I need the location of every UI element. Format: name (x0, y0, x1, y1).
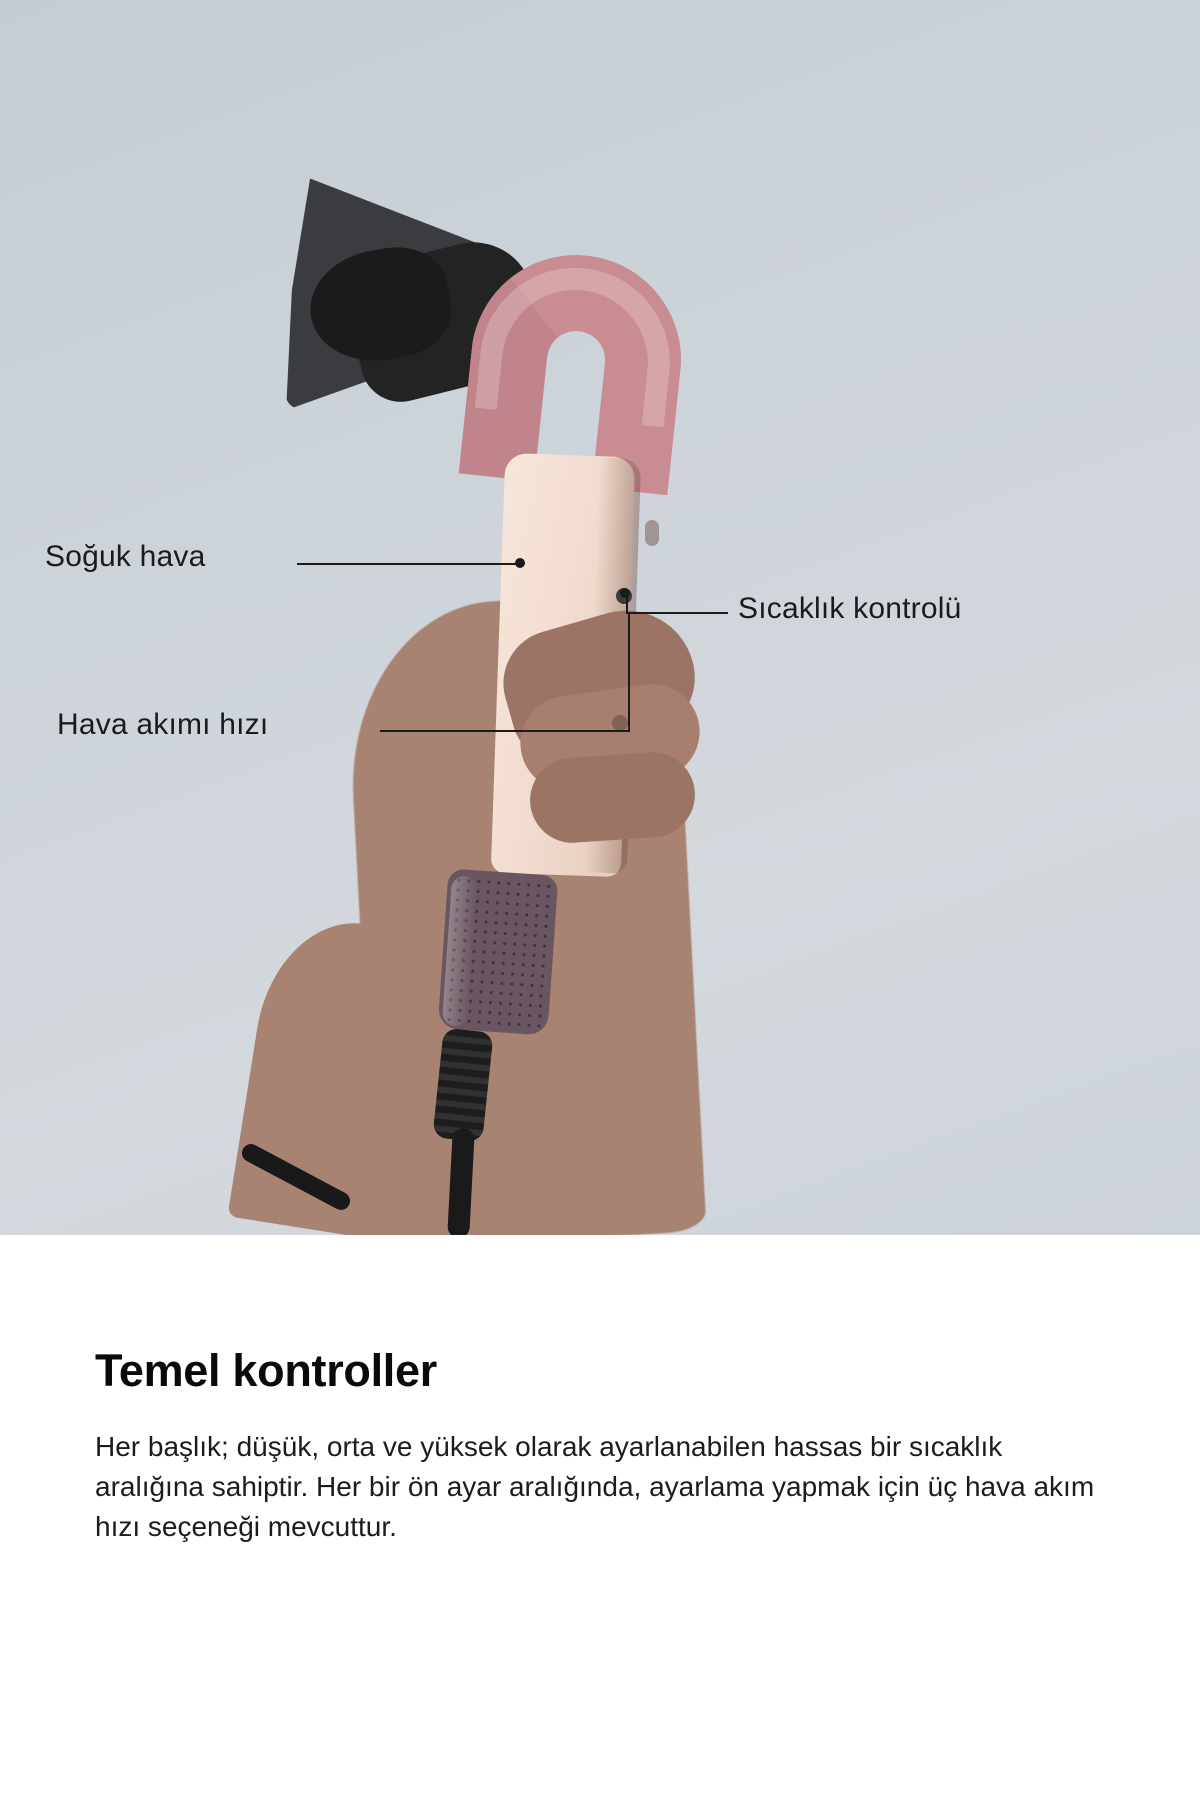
page-title: Temel kontroller (95, 1345, 437, 1396)
callout-label-airflow-speed: Hava akımı hızı (57, 708, 269, 741)
callout-label-cold-shot: Soğuk hava (45, 540, 206, 573)
callout-leader-airflow-speed (380, 730, 630, 732)
airflow-speed-button (612, 715, 628, 731)
callout-leader-temperature-control-vertical (626, 592, 628, 614)
feature-description: Her başlık; düşük, orta ve yüksek olarak ayarlanabilen hassas bir sıcaklık aralığına sahiptir. Her bir ön ayar aralığında, ayarlama yapmak için üç hava akım hızı seçeneği mevcuttur. (95, 1431, 1095, 1542)
feature-text-block (0, 1235, 1200, 1800)
callout-leader-cold-shot (297, 563, 519, 565)
callout-point-cold-shot (515, 558, 525, 568)
callout-leader-temperature-control (628, 612, 728, 614)
callout-leader-airflow-speed-vertical (628, 612, 630, 732)
finger-shape-lower (527, 749, 698, 845)
callout-point-temperature-control (620, 588, 630, 598)
callout-label-temperature-control: Sıcaklık kontrolü (738, 592, 962, 625)
cold-shot-button (645, 520, 659, 546)
